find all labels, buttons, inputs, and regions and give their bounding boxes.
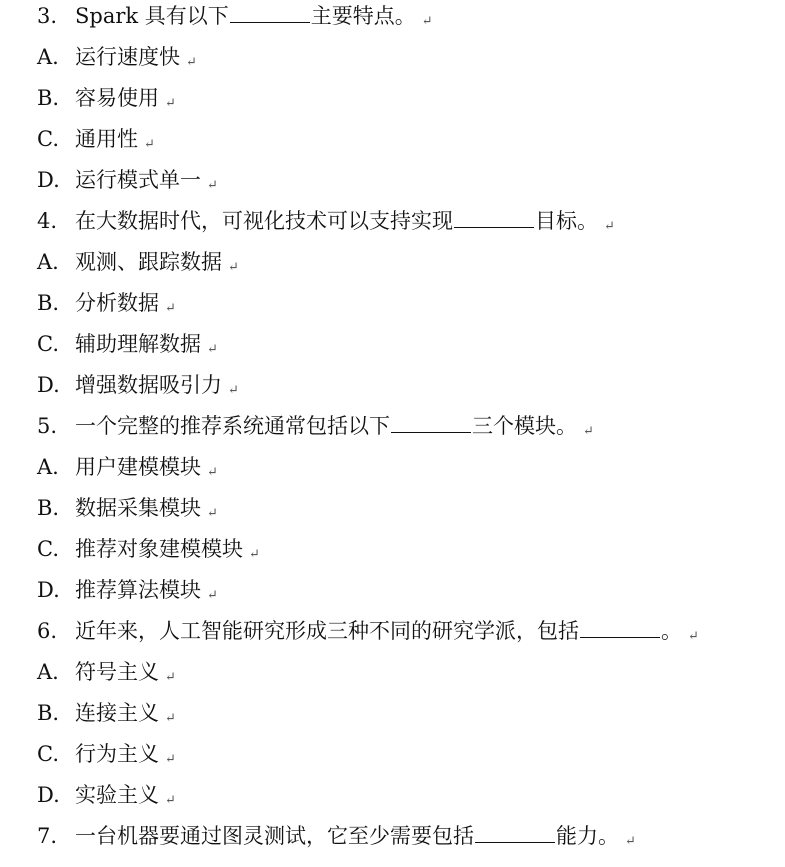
paragraph-mark-icon xyxy=(165,96,176,111)
question-number: 6. xyxy=(37,619,58,643)
paragraph-mark-icon xyxy=(207,588,218,603)
option xyxy=(37,739,176,769)
option-letter: D. xyxy=(37,373,60,397)
option-text: 运行模式单一 xyxy=(75,168,201,192)
option-letter: C. xyxy=(37,127,59,151)
option xyxy=(37,657,176,687)
fill-blank xyxy=(475,822,555,843)
option xyxy=(37,370,239,400)
option-text: 数据采集模块 xyxy=(75,496,201,520)
option xyxy=(37,247,239,277)
option-letter: B. xyxy=(37,701,60,725)
option-letter: B. xyxy=(37,496,60,520)
stem-text-after: 目标。 xyxy=(535,209,598,233)
fill-blank xyxy=(391,412,471,433)
stem-text-before: 近年来，人工智能研究形成三种不同的研究学派，包括 xyxy=(75,619,579,643)
option-text: 辅助理解数据 xyxy=(75,332,201,356)
paragraph-mark-icon xyxy=(583,424,594,439)
option xyxy=(37,42,197,72)
paragraph-mark-icon xyxy=(249,547,260,562)
option xyxy=(37,575,218,605)
paragraph-mark-icon xyxy=(144,137,155,152)
paragraph-mark-icon xyxy=(165,752,176,767)
question-stem xyxy=(37,616,699,646)
question-stem xyxy=(37,1,433,31)
option xyxy=(37,124,155,154)
question-number: 5. xyxy=(37,414,58,438)
option xyxy=(37,698,176,728)
option xyxy=(37,329,218,359)
option xyxy=(37,493,218,523)
option-letter: A. xyxy=(37,455,59,479)
paragraph-mark-icon xyxy=(207,465,218,480)
option-letter: B. xyxy=(37,291,60,315)
question-stem xyxy=(37,821,636,851)
option-text: 容易使用 xyxy=(75,86,159,110)
question-number: 7. xyxy=(37,824,58,848)
option-letter: A. xyxy=(37,45,59,69)
paragraph-mark-icon xyxy=(422,14,433,29)
option-text: 用户建模模块 xyxy=(75,455,201,479)
option-letter: D. xyxy=(37,578,60,602)
question-stem xyxy=(37,411,594,441)
stem-text-after: 三个模块。 xyxy=(472,414,577,438)
paragraph-mark-icon xyxy=(604,219,615,234)
paragraph-mark-icon xyxy=(165,793,176,808)
option-text: 连接主义 xyxy=(75,701,159,725)
option-text: 观测、跟踪数据 xyxy=(75,250,222,274)
option-letter: C. xyxy=(37,742,59,766)
option-text: 推荐算法模块 xyxy=(75,578,201,602)
option-text: 运行速度快 xyxy=(75,45,180,69)
stem-text-before: 一个完整的推荐系统通常包括以下 xyxy=(75,414,390,438)
paragraph-mark-icon xyxy=(165,670,176,685)
option-letter: C. xyxy=(37,332,59,356)
paragraph-mark-icon xyxy=(207,342,218,357)
stem-text-before: 一台机器要通过图灵测试，它至少需要包括 xyxy=(75,824,474,848)
option-text: 符号主义 xyxy=(75,660,159,684)
option-text: 增强数据吸引力 xyxy=(75,373,222,397)
option-text: 实验主义 xyxy=(75,783,159,807)
paragraph-mark-icon xyxy=(165,711,176,726)
paragraph-mark-icon xyxy=(165,301,176,316)
option xyxy=(37,452,218,482)
option-letter: A. xyxy=(37,660,59,684)
fill-blank xyxy=(454,207,534,228)
paragraph-mark-icon xyxy=(186,55,197,70)
paragraph-mark-icon xyxy=(625,834,636,849)
option-letter: A. xyxy=(37,250,59,274)
option xyxy=(37,534,260,564)
option-letter: B. xyxy=(37,86,60,110)
stem-text-before: 在大数据时代，可视化技术可以支持实现 xyxy=(75,209,453,233)
option-letter: D. xyxy=(37,168,60,192)
option-letter: C. xyxy=(37,537,59,561)
stem-text-after: 能力。 xyxy=(556,824,619,848)
paragraph-mark-icon xyxy=(228,383,239,398)
question-number: 3. xyxy=(37,4,58,28)
option xyxy=(37,780,176,810)
paragraph-mark-icon xyxy=(207,178,218,193)
stem-text-after: 。 xyxy=(661,619,682,643)
option xyxy=(37,83,176,113)
paragraph-mark-icon xyxy=(228,260,239,275)
option-text: 通用性 xyxy=(75,127,138,151)
question-stem xyxy=(37,206,615,236)
option-text: 行为主义 xyxy=(75,742,159,766)
question-number: 4. xyxy=(37,209,58,233)
fill-blank xyxy=(230,2,310,23)
option-text: 推荐对象建模模块 xyxy=(75,537,243,561)
option xyxy=(37,288,176,318)
option-letter: D. xyxy=(37,783,60,807)
option-text: 分析数据 xyxy=(75,291,159,315)
option xyxy=(37,165,218,195)
paragraph-mark-icon xyxy=(688,629,699,644)
stem-text-after: 主要特点。 xyxy=(310,4,416,28)
paragraph-mark-icon xyxy=(207,506,218,521)
stem-text-before: Spark 具有以下 xyxy=(75,4,229,28)
fill-blank xyxy=(580,617,660,638)
